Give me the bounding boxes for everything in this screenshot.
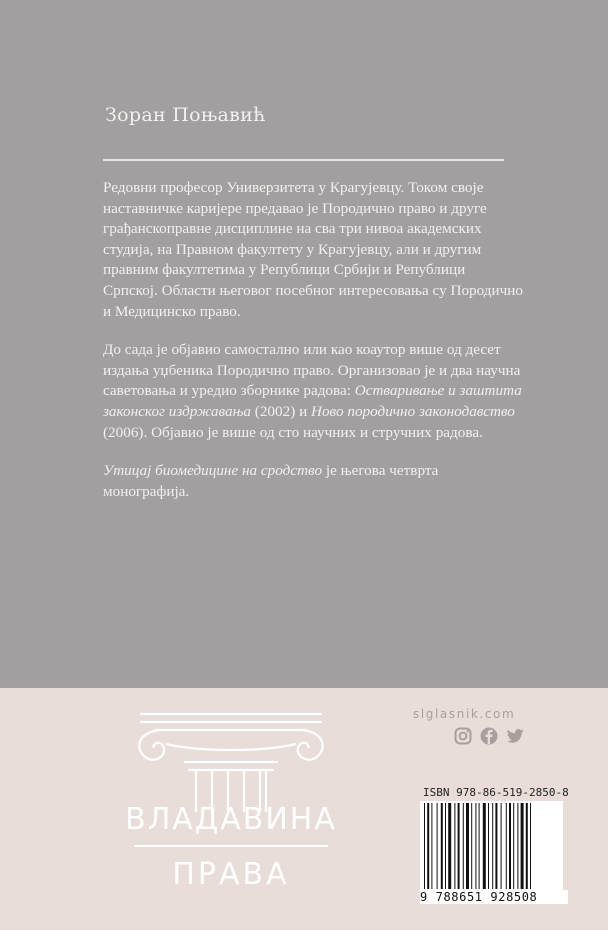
divider — [103, 159, 504, 161]
instagram-icon[interactable] — [453, 726, 473, 746]
twitter-icon[interactable] — [505, 726, 525, 746]
author-name: Зоран Поњавић — [105, 104, 266, 126]
column-capital-icon — [139, 714, 323, 812]
bio-paragraph-3: Утицај биомедицине на сродство је његова четврта монографија. — [103, 462, 439, 500]
series-title-line1: ВЛАДАВИНА — [125, 802, 337, 837]
author-bio — [103, 178, 523, 520]
website-link[interactable]: slglasnik.com — [413, 707, 516, 721]
social-icons — [453, 726, 525, 746]
series-logo — [100, 700, 362, 922]
bio-paragraph-2: До сада је објавио самостално или као коаутор више од десет издања уџбеника Породично право. Организовао је и два научна саветовања и уредио зборнике радова: Остваривање и заштита законског издржавања (2002) и Ново породично законодавство (2006). Објавио је више од сто научних и стручних радова. — [103, 341, 522, 441]
bio-paragraph-1: Редовни професор Универзитета у Крагујевцу. Током своје наставничке каријере предавао је Породично право и друге грађанскоправне дисциплине на сва три нивоа академских студија, на Правном факултету у Крагујевцу, али и другим правним факултетима у Републици Србији и Републици Српској. Области његовог посебног интересовања су Породично и Медицинско право. — [103, 179, 524, 320]
barcode-number: 9 788651 928508 — [420, 890, 568, 904]
barcode — [420, 801, 563, 893]
isbn-label: ISBN 978-86-519-2850-8 — [423, 786, 569, 799]
series-title-line2: ПРАВА — [172, 857, 290, 892]
facebook-icon[interactable] — [479, 726, 499, 746]
